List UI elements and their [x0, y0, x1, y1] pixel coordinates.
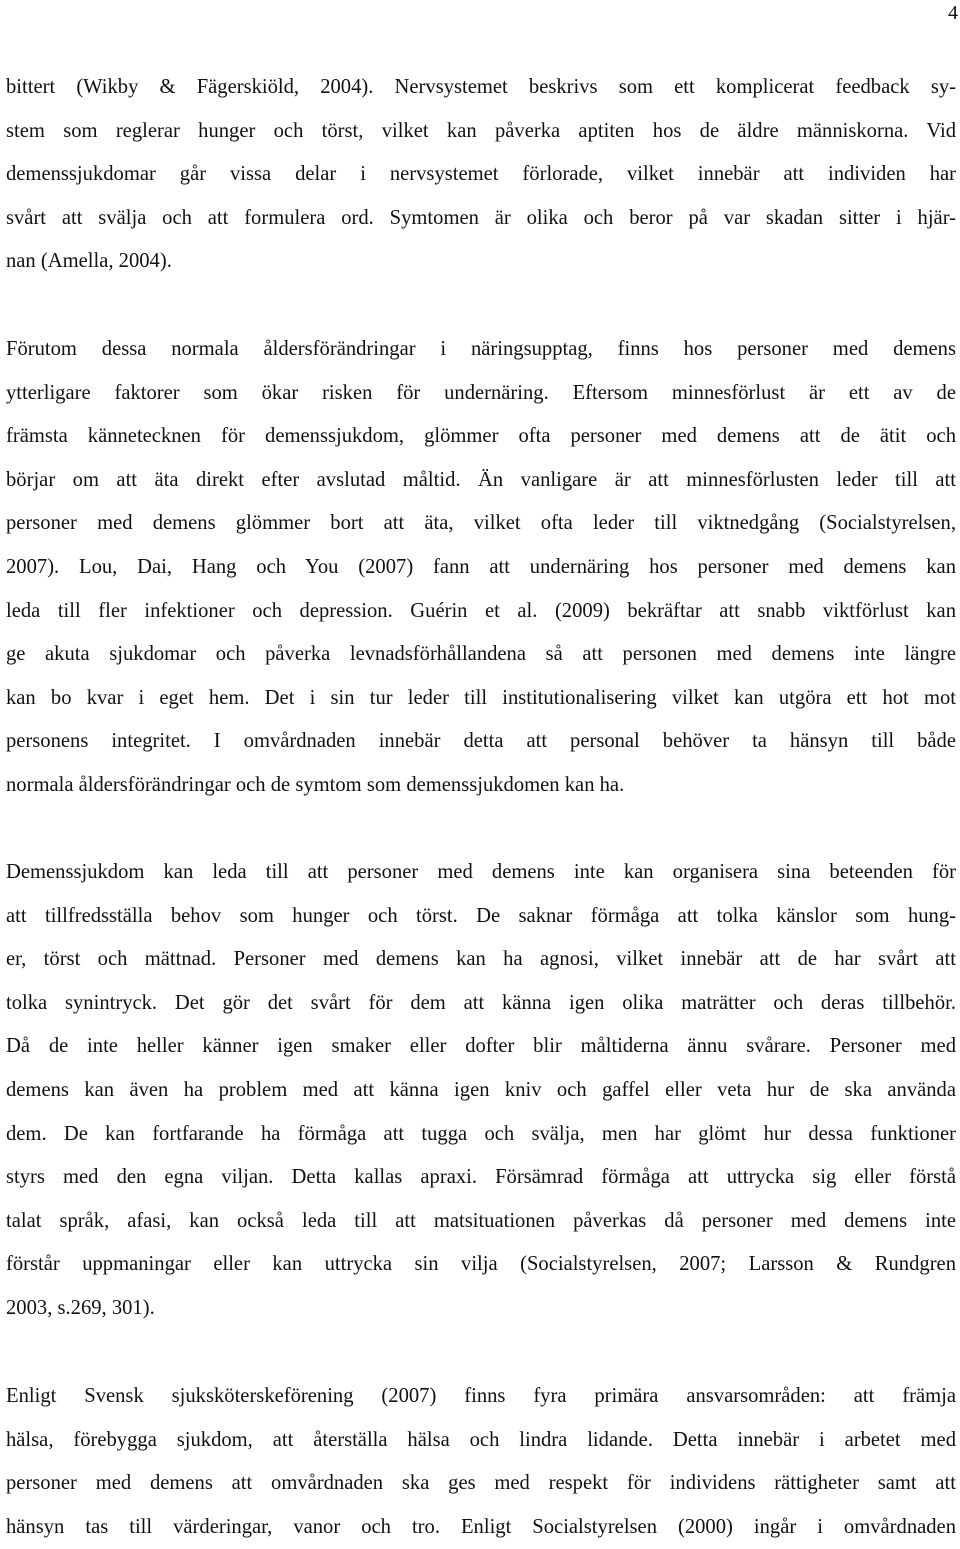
text-line: hänsyn tas till värderingar, vanor och tro. Enligt Socialstyrelsen (2000) ingår i omvårdnaden	[6, 1515, 956, 1538]
text-line: svårt att svälja och att formulera ord. Symtomen är olika och beror på var skadan sitter i hjär-	[6, 206, 956, 229]
text-line: dem. De kan fortfarande ha förmåga att tugga och svälja, men har glömt hur dessa funktioner	[6, 1122, 956, 1145]
text-line: normala åldersförändringar och de symtom som demenssjukdomen kan ha.	[6, 773, 625, 796]
text-line: demenssjukdomar går vissa delar i nervsystemet förlorade, vilket innebär att individen har	[6, 163, 956, 186]
text-line: styrs med den egna viljan. Detta kallas apraxi. Försämrad förmåga att uttrycka sig eller förstå	[6, 1166, 956, 1189]
text-line: stem som reglerar hunger och törst, vilket kan påverka aptiten hos de äldre människorna. Vid	[6, 119, 956, 142]
text-line: personer med demens glömmer bort att äta, vilket ofta leder till viktnedgång (Socialstyrelsen,	[6, 512, 956, 535]
text-line: Förutom dessa normala åldersförändringar i näringsupptag, finns hos personer med demens	[6, 338, 956, 360]
text-line: talat språk, afasi, kan också leda till att matsituationen påverkas då personer med demens inte	[6, 1209, 956, 1232]
text-line: ytterligare faktorer som ökar risken för undernäring. Eftersom minnesförlust är ett av de	[6, 381, 956, 404]
text-line: leda till fler infektioner och depression. Guérin et al. (2009) bekräftar att snabb viktförlust kan	[6, 599, 956, 622]
text-line: tolka synintryck. Det gör det svårt för dem att känna igen olika maträtter och deras tillbehör.	[6, 991, 956, 1014]
text-line: Demenssjukdom kan leda till att personer med demens inte kan organisera sina beteenden för	[6, 861, 956, 883]
text-line: börjar om att äta direkt efter avslutad måltid. Än vanligare är att minnesförlusten leder till att	[6, 468, 956, 491]
text-line: att tillfredsställa behov som hunger och törst. De saknar förmåga att tolka känslor som hung-	[6, 904, 956, 927]
paragraph-2	[6, 328, 956, 808]
paragraph-3	[6, 851, 956, 1331]
text-line: er, törst och mättnad. Personer med demens kan ha agnosi, vilket innebär att de har svårt att	[6, 948, 956, 971]
text-line: kan bo kvar i eget hem. Det i sin tur leder till institutionalisering vilket kan utgöra ett hot mot	[6, 686, 956, 709]
page-number: 4	[948, 2, 958, 24]
text-line: personer med demens att omvårdnaden ska ges med respekt för individens rättigheter samt att	[6, 1472, 956, 1495]
paragraph-4	[6, 1375, 956, 1549]
text-line: ge akuta sjukdomar och påverka levnadsförhållandena så att personen med demens inte längre	[6, 643, 956, 666]
text-line: 2003, s.269, 301).	[6, 1296, 155, 1319]
text-line: nan (Amella, 2004).	[6, 250, 172, 273]
text-line: personens integritet. I omvårdnaden innebär detta att personal behöver ta hänsyn till både	[6, 730, 956, 753]
text-line: bittert (Wikby & Fägerskiöld, 2004). Nervsystemet beskrivs som ett komplicerat feedback sy-	[6, 76, 956, 98]
text-line: demens kan även ha problem med att känna igen kniv och gaffel eller veta hur de ska använda	[6, 1078, 956, 1101]
text-line: Då de inte heller känner igen smaker eller dofter blir måltiderna ännu svårare. Personer med	[6, 1035, 956, 1058]
text-line: förstår uppmaningar eller kan uttrycka sin vilja (Socialstyrelsen, 2007; Larsson & Rundgren	[6, 1253, 956, 1276]
text-line: 2007). Lou, Dai, Hang och You (2007) fann att undernäring hos personer med demens kan	[6, 555, 956, 578]
text-line: främsta kännetecknen för demenssjukdom, glömmer ofta personer med demens att de ätit och	[6, 425, 956, 448]
text-line: hälsa, förebygga sjukdom, att återställa hälsa och lindra lidande. Detta innebär i arbetet med	[6, 1428, 956, 1451]
paragraph-1	[6, 66, 956, 284]
text-line: Enligt Svensk sjuksköterskeförening (2007) finns fyra primära ansvarsområden: att främja	[6, 1385, 956, 1407]
